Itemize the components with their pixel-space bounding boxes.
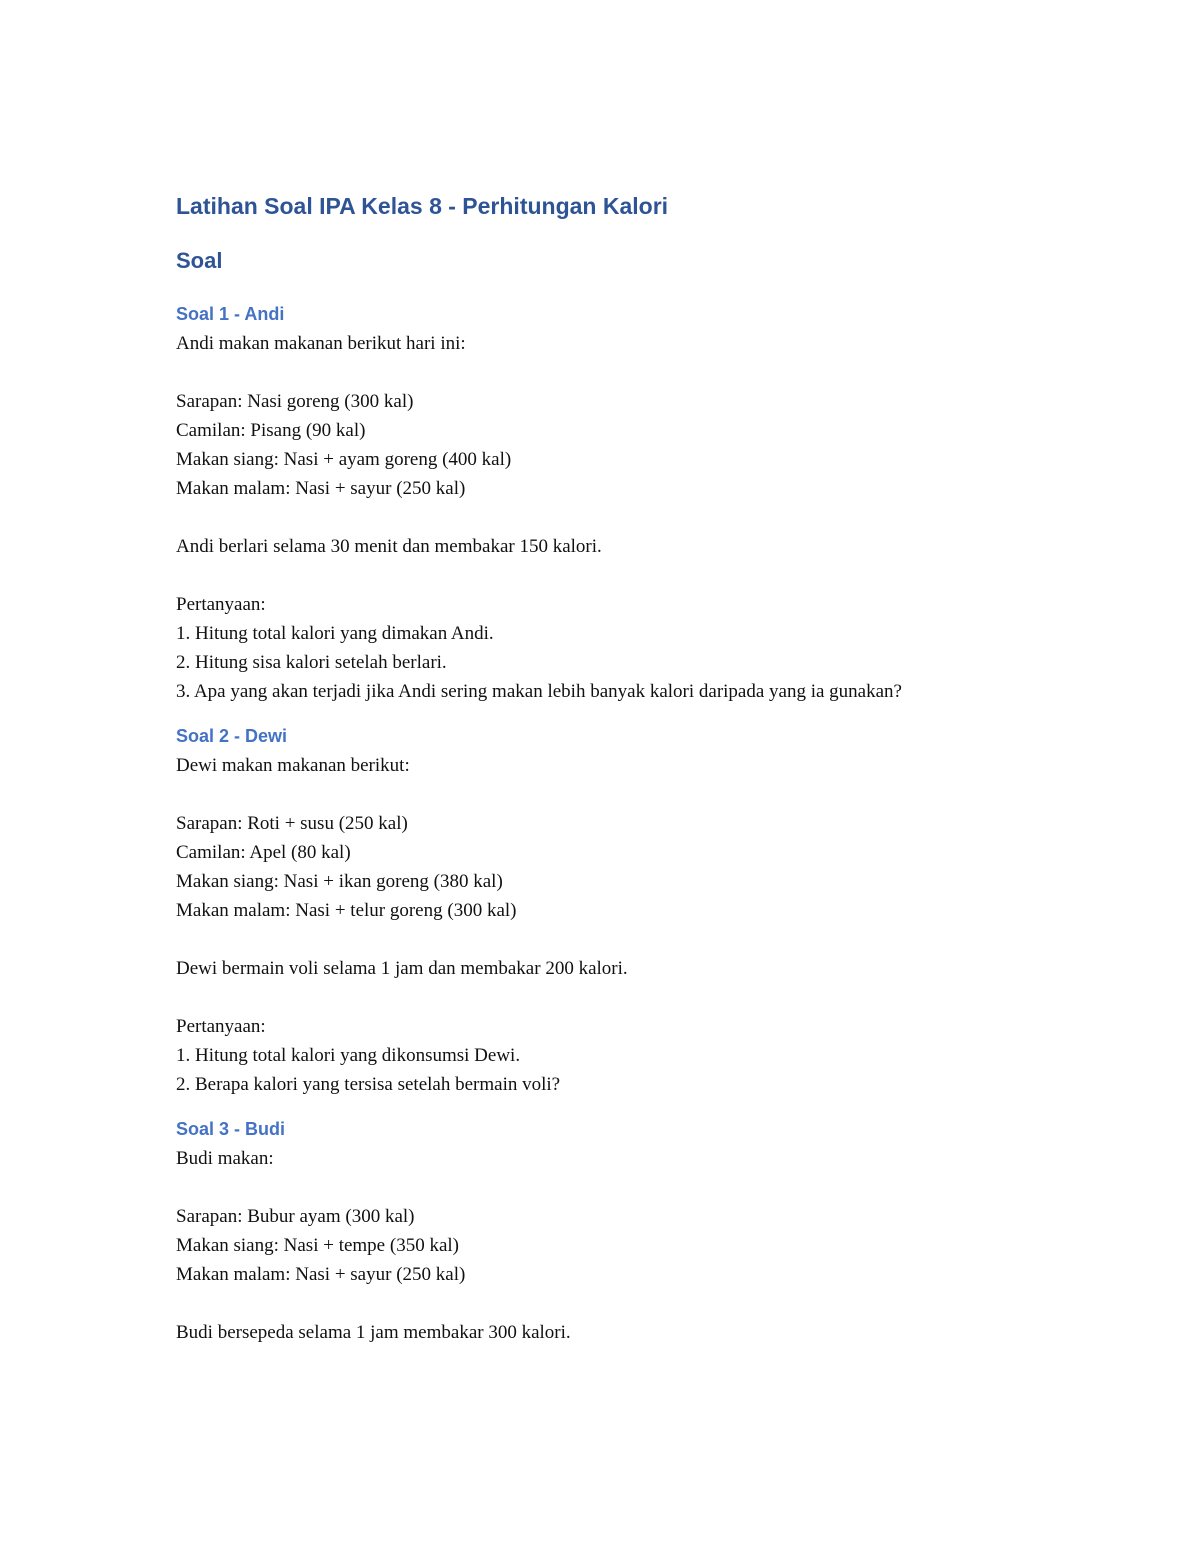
meal-line: Camilan: Apel (80 kal) <box>176 842 351 863</box>
question-line: 2. Hitung sisa kalori setelah berlari. <box>176 652 447 673</box>
blank-line <box>176 983 1016 1012</box>
problem-3 <box>176 1115 1016 1347</box>
problem-heading: Soal 3 - Budi <box>176 1119 286 1139</box>
activity-line: Dewi bermain voli selama 1 jam dan membakar 200 kalori. <box>176 958 628 979</box>
blank-line <box>176 503 1016 532</box>
question-line: 2. Berapa kalori yang tersisa setelah bermain voli? <box>176 1074 561 1095</box>
question-line: 1. Hitung total kalori yang dimakan Andi. <box>176 623 494 644</box>
blank-line <box>176 1289 1016 1318</box>
meal-line: Makan siang: Nasi + ikan goreng (380 kal) <box>176 871 503 892</box>
activity-line: Budi bersepeda selama 1 jam membakar 300 kalori. <box>176 1322 571 1343</box>
problem-intro: Andi makan makanan berikut hari ini: <box>176 333 466 354</box>
question-line: 1. Hitung total kalori yang dikonsumsi Dewi. <box>176 1045 521 1066</box>
meal-line: Sarapan: Nasi goreng (300 kal) <box>176 391 414 412</box>
activity-line: Andi berlari selama 30 menit dan membakar 150 kalori. <box>176 536 602 557</box>
blank-line <box>176 780 1016 809</box>
problem-heading: Soal 2 - Dewi <box>176 726 288 746</box>
section-heading-soal: Soal <box>176 248 223 273</box>
problem-2 <box>176 722 1016 1099</box>
meal-line: Camilan: Pisang (90 kal) <box>176 420 366 441</box>
questions-label: Pertanyaan: <box>176 1016 266 1037</box>
blank-line <box>176 925 1016 954</box>
blank-line <box>176 561 1016 590</box>
blank-line <box>176 1173 1016 1202</box>
problem-intro: Budi makan: <box>176 1148 274 1169</box>
document-page <box>176 190 1016 1347</box>
meal-line: Makan malam: Nasi + sayur (250 kal) <box>176 478 466 499</box>
problem-1 <box>176 300 1016 706</box>
document-title: Latihan Soal IPA Kelas 8 - Perhitungan Kalori <box>176 193 669 219</box>
blank-line <box>176 358 1016 387</box>
meal-line: Sarapan: Bubur ayam (300 kal) <box>176 1206 415 1227</box>
problem-heading: Soal 1 - Andi <box>176 304 285 324</box>
meal-line: Sarapan: Roti + susu (250 kal) <box>176 813 408 834</box>
questions-label: Pertanyaan: <box>176 594 266 615</box>
meal-line: Makan siang: Nasi + ayam goreng (400 kal) <box>176 449 512 470</box>
question-line: 3. Apa yang akan terjadi jika Andi sering makan lebih banyak kalori daripada yang ia gunakan? <box>176 681 902 702</box>
meal-line: Makan malam: Nasi + sayur (250 kal) <box>176 1264 466 1285</box>
meal-line: Makan siang: Nasi + tempe (350 kal) <box>176 1235 459 1256</box>
meal-line: Makan malam: Nasi + telur goreng (300 kal) <box>176 900 517 921</box>
problem-intro: Dewi makan makanan berikut: <box>176 755 410 776</box>
